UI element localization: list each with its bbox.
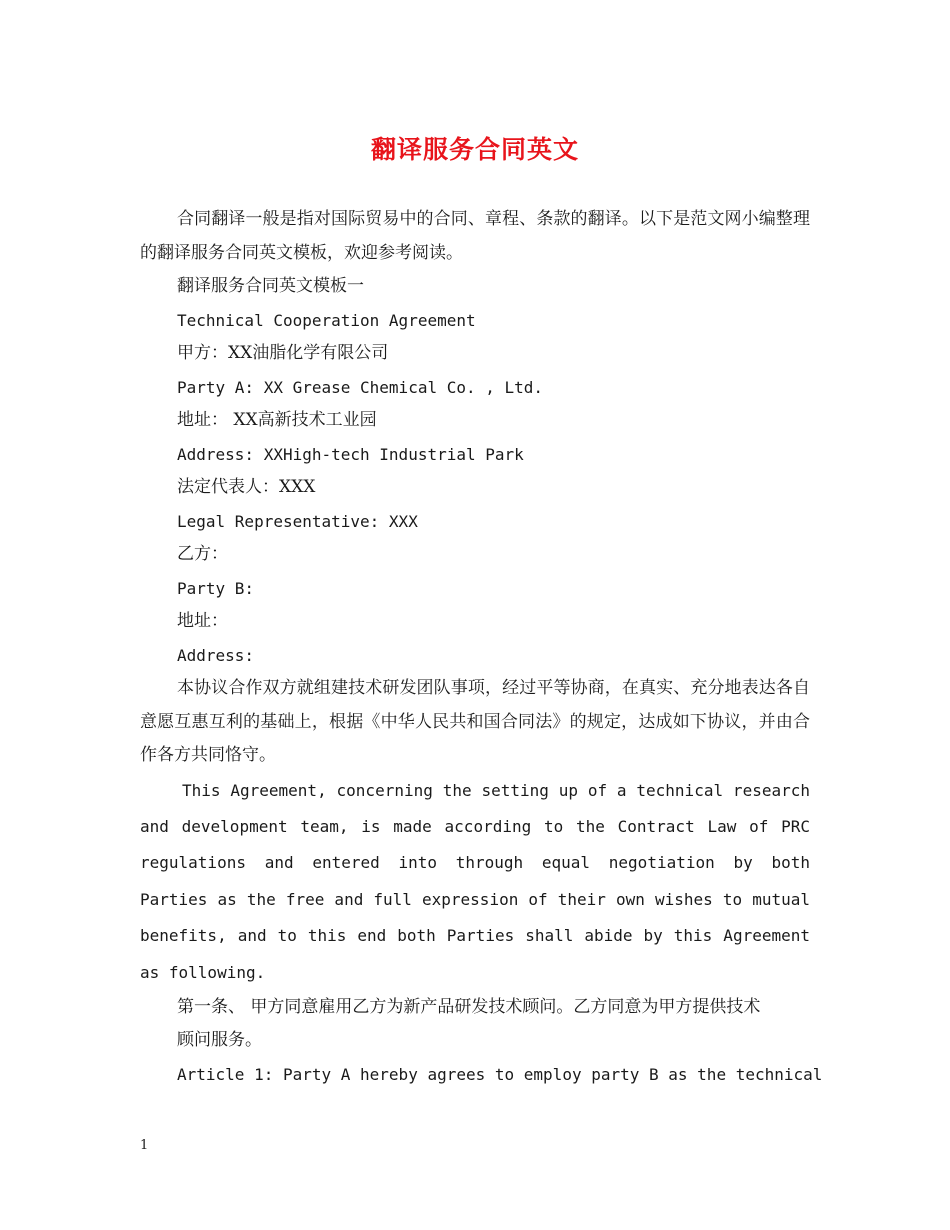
page-number: 1 bbox=[140, 1138, 149, 1153]
agreement-title-en: Technical Cooperation Agreement bbox=[177, 310, 476, 330]
article-1-cn-continued: 顾问服务。 bbox=[177, 1030, 262, 1051]
template-heading: 翻译服务合同英文模板一 bbox=[177, 276, 364, 296]
party-a-cn: 甲方：XX油脂化学有限公司 bbox=[177, 343, 389, 363]
party-b-en: Party B: bbox=[177, 578, 255, 598]
article-1-en: Article 1: Party A hereby agrees to employ party B as the technical bbox=[177, 1064, 823, 1084]
intro-paragraph: 合同翻译一般是指对国际贸易中的合同、章程、条款的翻译。以下是范文网小编整理的翻译服务合同英文模板，欢迎参考阅读。 bbox=[140, 209, 810, 263]
address-a-en: Address: XXHigh-tech Industrial Park bbox=[177, 444, 524, 464]
address-b-en: Address: bbox=[177, 645, 255, 665]
document-title: 翻译服务合同英文 bbox=[370, 135, 579, 164]
party-b-cn: 乙方： bbox=[177, 544, 228, 564]
preamble-en: This Agreement, concerning the setting up of a technical research and development team, is made according to the Contract Law of PRC regulations and entered into through equal negotiation by both Parties as the free and full expression of their own wishes to mutual benefits, and to this end both Parties shall abide by this Agreement as following. bbox=[140, 780, 810, 982]
party-a-en: Party A: XX Grease Chemical Co. , Ltd. bbox=[177, 377, 544, 397]
address-a-cn: 地址： XX高新技术工业园 bbox=[177, 410, 377, 430]
article-1-cn: 第一条、 甲方同意雇用乙方为新产品研发技术顾问。乙方同意为甲方提供技术 bbox=[177, 996, 761, 1017]
address-b-cn: 地址： bbox=[177, 611, 228, 631]
document-body bbox=[140, 203, 823, 1091]
legal-rep-cn: 法定代表人：XXX bbox=[177, 477, 316, 497]
preamble-cn: 本协议合作双方就组建技术研发团队事项，经过平等协商，在真实、充分地表达各自意愿互惠互利的基础上，根据《中华人民共和国合同法》的规定，达成如下协议，并由合作各方共同恪守。 bbox=[140, 678, 810, 765]
legal-rep-en: Legal Representative: XXX bbox=[177, 511, 418, 531]
